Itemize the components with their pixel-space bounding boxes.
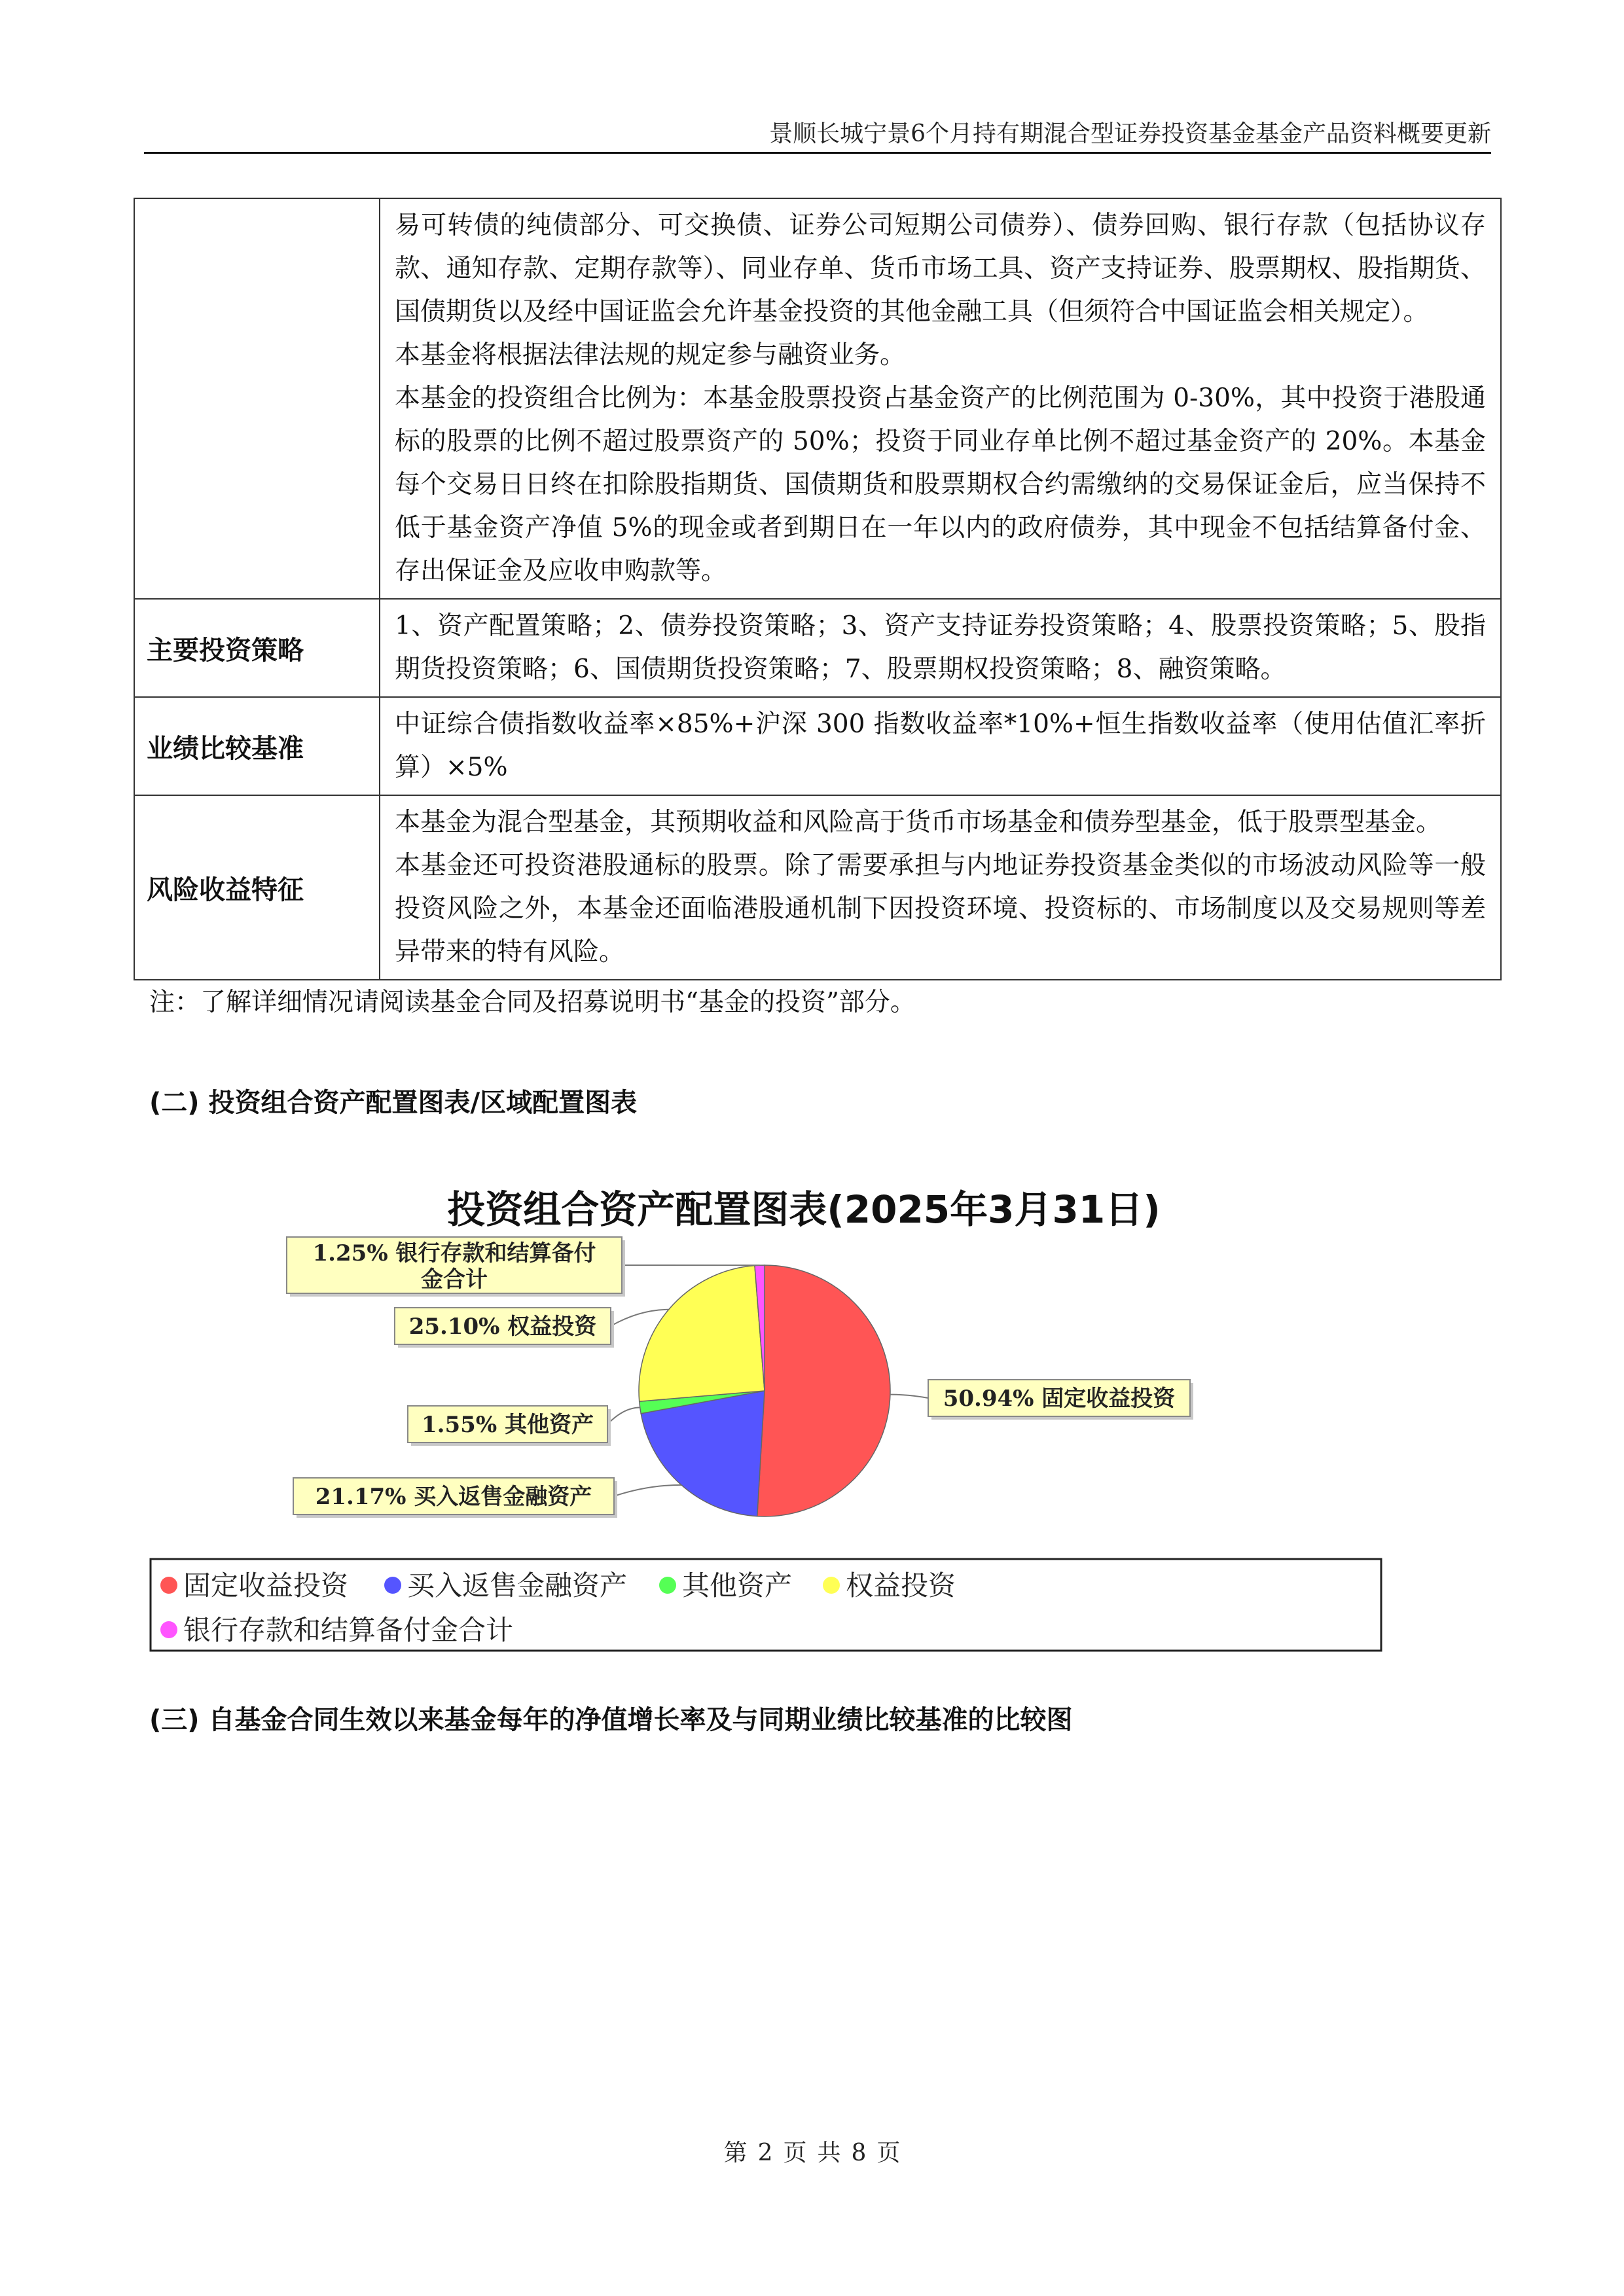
fund-info-table — [134, 198, 1502, 980]
table-row — [134, 697, 1501, 795]
data-label-3: 25.10% 权益投资 — [408, 1314, 597, 1340]
section-heading-performance-comparison: (三) 自基金合同生效以来基金每年的净值增长率及与同期业绩比较基准的比较图 — [149, 1705, 1073, 1735]
data-label-4: 1.25% 银行存款和结算备付金合计 — [312, 1240, 596, 1293]
footer-label: 共 — [817, 2140, 841, 2166]
row-label: 主要投资策略 — [134, 599, 380, 697]
chart-legend — [151, 1559, 1381, 1651]
paragraph: 本基金为混合型基金，其预期收益和风险高于货币市场基金和债券型基金，低于股票型基金。 — [395, 808, 1442, 837]
row-content — [380, 697, 1501, 795]
legend-label-2: 其他资产 — [682, 1570, 793, 1602]
document-header — [144, 117, 1491, 154]
data-label-2: 1.55% 其他资产 — [422, 1412, 594, 1438]
callout-line-2 — [607, 1408, 640, 1424]
row-content — [380, 599, 1501, 697]
row-label — [134, 198, 380, 599]
section-heading-asset-allocation: (二) 投资组合资产配置图表/区域配置图表 — [149, 1088, 638, 1118]
paragraph: 易可转债的纯债部分、可交换债、证券公司短期公司债券）、债券回购、银行存款（包括协议存款、通知存款、定期存款等）、同业存单、货币市场工具、资产支持证券、股票期权、股指期货、国债期货以及经中国证监会允许基金投资的其他金融工具（但须符合中国证监会相关规定）。 — [395, 211, 1486, 327]
document-header-title: 景顺长城宁景6个月持有期混合型证券投资基金基金产品资料概要更新 — [769, 120, 1491, 147]
paragraph: 1、资产配置策略；2、债券投资策略；3、资产支持证券投资策略；4、股票投资策略；5、股指期货投资策略；6、国债期货投资策略；7、股票期权投资策略；8、融资策略。 — [395, 611, 1486, 684]
table-row — [134, 198, 1501, 599]
paragraph: 本基金还可投资港股通标的股票。除了需要承担与内地证券投资基金类似的市场波动风险等一般投资风险之外，本基金还面临港股通机制下因投资环境、投资标的、市场制度以及交易规则等差异带来的特有风险。 — [395, 851, 1486, 967]
footer-label: 页 — [876, 2140, 901, 2166]
paragraph: 本基金的投资组合比例为：本基金股票投资占基金资产的比例范围为 0-30%，其中投资于港股通标的股票的比例不超过股票资产的 50%；投资于同业存单比例不超过基金资产的 20%。本基金每个交易日日终在扣除股指期货、国债期货和股票期权合约需缴纳的交易保证金后，应当保持不低于基金资产净值 5%的现金或者到期日在一年以内的政府债券，其中现金不包括结算备付金、存出保证金及应收申购款等。 — [395, 384, 1486, 586]
legend-marker-3 — [823, 1577, 840, 1594]
legend-marker-1 — [384, 1577, 401, 1594]
legend-marker-0 — [160, 1577, 177, 1594]
chart-title: 投资组合资产配置图表(2025年3月31日) — [447, 1187, 1161, 1232]
footer-total-pages: 8 — [851, 2140, 867, 2166]
row-label: 业绩比较基准 — [134, 697, 380, 795]
callout-line-1 — [614, 1485, 681, 1496]
legend-marker-4 — [160, 1621, 177, 1638]
pie-slices — [639, 1265, 890, 1516]
page-footer — [0, 2134, 1624, 2173]
paragraph: 本基金将根据法律法规的规定参与融资业务。 — [395, 340, 906, 370]
row-content — [380, 795, 1501, 980]
table-note: 注：了解详细情况请阅读基金合同及招募说明书“基金的投资”部分。 — [149, 988, 916, 1017]
footer-label: 第 — [723, 2140, 748, 2166]
asset-allocation-chart — [149, 1172, 1393, 1669]
table-row — [134, 599, 1501, 697]
row-content — [380, 198, 1501, 599]
data-label-0: 50.94% 固定收益投资 — [943, 1386, 1176, 1412]
legend-label-3: 权益投资 — [846, 1570, 956, 1602]
legend-label-1: 买入返售金融资产 — [407, 1570, 628, 1602]
legend-label-0: 固定收益投资 — [183, 1570, 349, 1602]
table-row — [134, 795, 1501, 980]
legend-label-4: 银行存款和结算备付金合计 — [183, 1614, 514, 1646]
data-label-1: 21.17% 买入返售金融资产 — [315, 1484, 592, 1510]
pie-chart-svg — [149, 1172, 1393, 1669]
footer-label: 页 — [783, 2140, 807, 2166]
callout-line-0 — [890, 1395, 928, 1398]
paragraph: 中证综合债指数收益率×85%+沪深 300 指数收益率*10%+恒生指数收益率（使用估值汇率折算）×5% — [395, 709, 1486, 782]
row-label: 风险收益特征 — [134, 795, 380, 980]
pie-slice-0 — [757, 1265, 890, 1516]
legend-marker-2 — [659, 1577, 676, 1594]
footer-page-number: 2 — [757, 2140, 773, 2166]
pie-slice-3 — [639, 1266, 765, 1402]
